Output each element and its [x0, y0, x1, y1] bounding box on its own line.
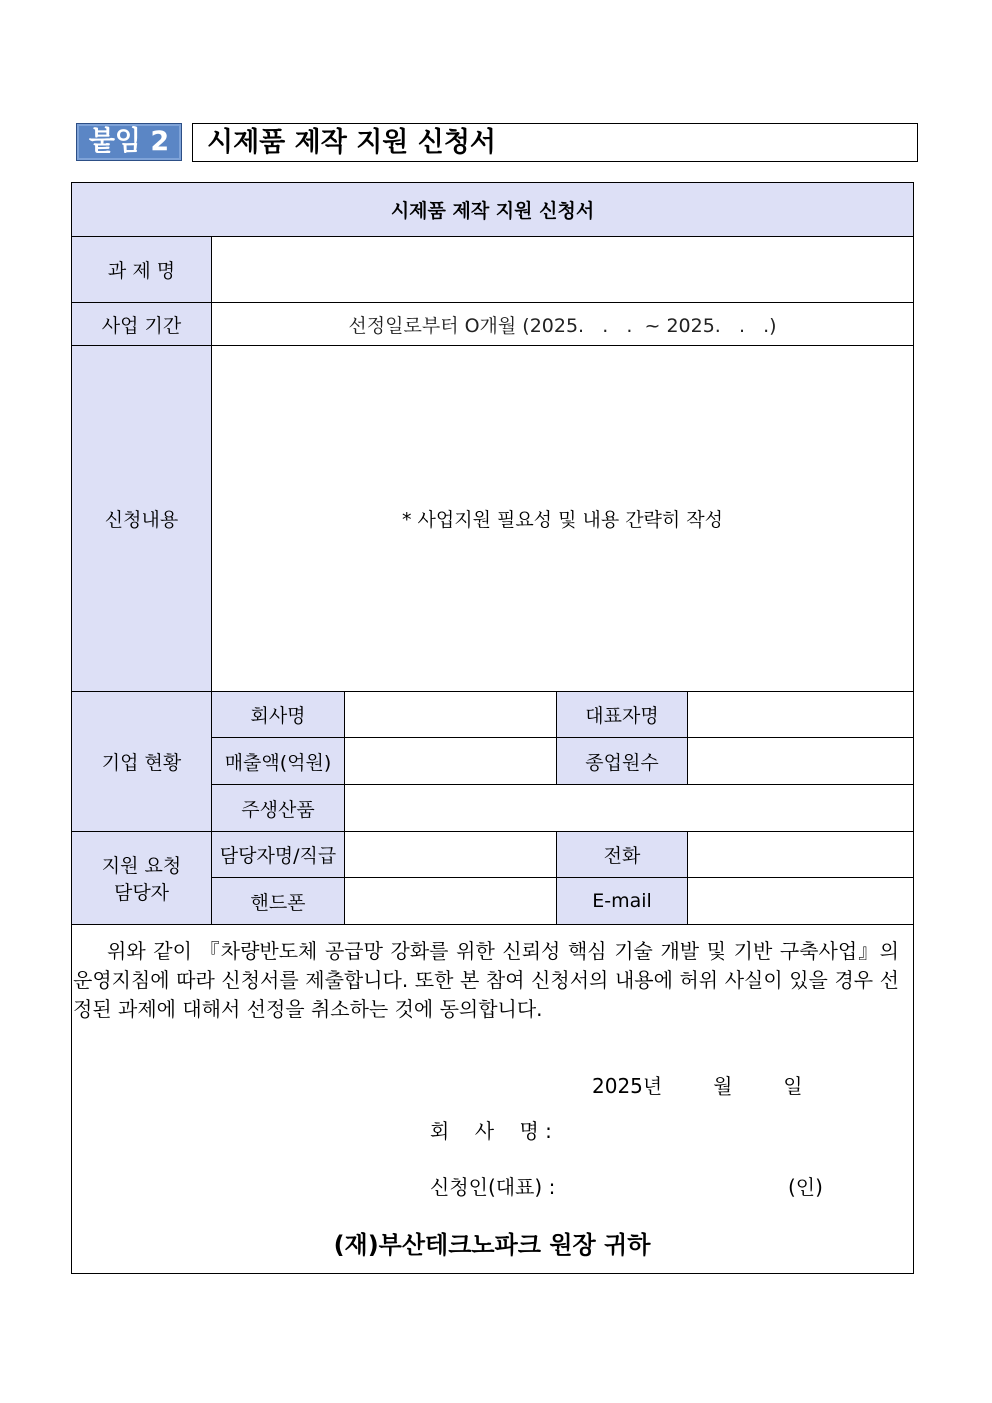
contact-person-label — [72, 832, 212, 925]
contact-label-line1: 지원 요청 — [101, 855, 182, 877]
main-product-field[interactable] — [345, 785, 914, 832]
date-line[interactable]: 2025년 월 일 — [592, 1074, 803, 1098]
manager-field[interactable] — [345, 832, 557, 878]
company-name-label: 회사명 — [212, 692, 345, 738]
page-title: 시제품 제작 지원 신청서 — [192, 123, 918, 162]
employees-field[interactable] — [688, 738, 914, 785]
email-label: E-mail — [557, 878, 688, 925]
company-signature-line[interactable]: 회 사 명 : — [430, 1119, 552, 1143]
period-label: 사업 기간 — [72, 303, 212, 346]
declaration-body: 위와 같이 『차량반도체 공급망 강화를 위한 신뢰성 핵심 기술 개발 및 기반 구축사업』의 운영지침에 따라 신청서를 제출합니다. 또한 본 참여 신청서의 내용에 허위 사실이 있을 경우 선정된 과제에 대해서 선정을 취소하는 것에 동의합니다. — [73, 939, 899, 1021]
revenue-label: 매출액(억원) — [212, 738, 345, 785]
attachment-badge: 붙임 2 — [76, 123, 182, 161]
main-product-label: 주생산품 — [212, 785, 345, 832]
declaration-text — [72, 937, 899, 1024]
content-field[interactable] — [212, 346, 914, 692]
phone-label: 전화 — [557, 832, 688, 878]
company-status-label: 기업 현황 — [72, 692, 212, 832]
content-label: 신청내용 — [72, 346, 212, 692]
mobile-label: 핸드폰 — [212, 878, 345, 925]
project-name-label: 과 제 명 — [72, 237, 212, 303]
mobile-field[interactable] — [345, 878, 557, 925]
phone-field[interactable] — [688, 832, 914, 878]
ceo-label: 대표자명 — [557, 692, 688, 738]
application-form-table — [71, 182, 914, 1274]
contact-label-line2: 담당자 — [113, 882, 170, 904]
manager-label: 담당자명/직급 — [212, 832, 345, 878]
seal-mark: (인) — [788, 1175, 823, 1199]
company-name-field[interactable] — [345, 692, 557, 738]
form-title: 시제품 제작 지원 신청서 — [72, 183, 914, 237]
period-field[interactable]: 선정일로부터 O개월 (2025. . . ~ 2025. . .) — [212, 303, 914, 346]
revenue-field[interactable] — [345, 738, 557, 785]
content-hint: * 사업지원 필요성 및 내용 간략히 작성 — [401, 509, 724, 531]
applicant-signature-line[interactable]: 신청인(대표) : — [430, 1175, 556, 1199]
project-name-field[interactable] — [212, 237, 914, 303]
recipient-line: (재)부산테크노파크 원장 귀하 — [333, 1231, 651, 1259]
email-field[interactable] — [688, 878, 914, 925]
statement-section — [72, 925, 914, 1274]
ceo-field[interactable] — [688, 692, 914, 738]
employees-label: 종업원수 — [557, 738, 688, 785]
